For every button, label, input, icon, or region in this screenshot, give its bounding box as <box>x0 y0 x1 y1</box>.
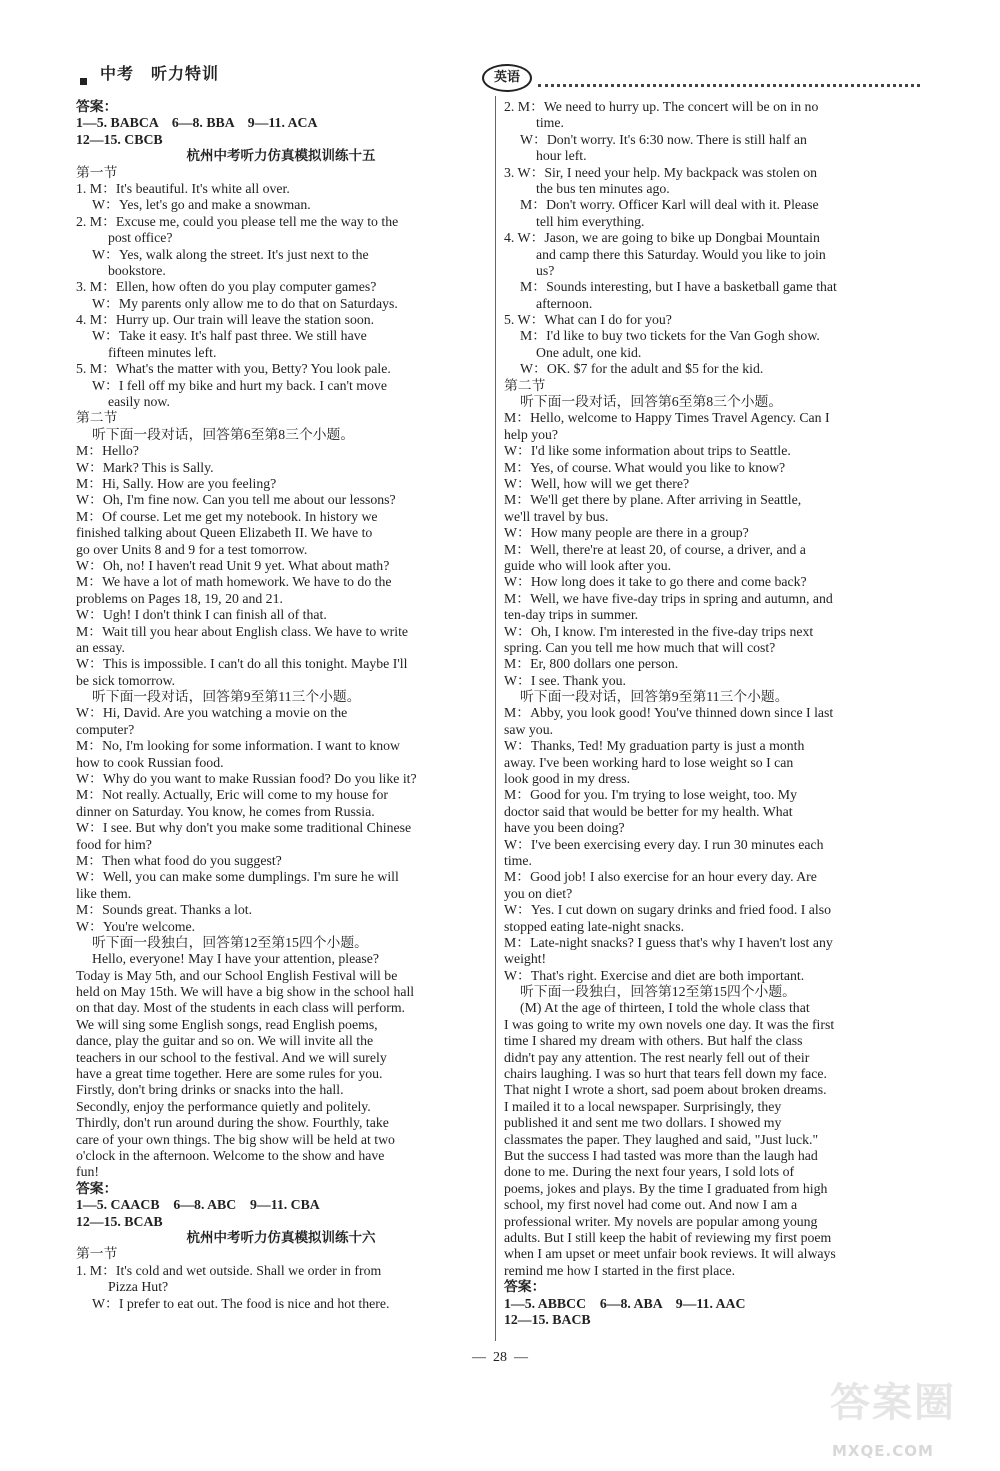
text-line: 第一节 <box>76 1246 118 1262</box>
bullet-square <box>80 78 87 85</box>
text-line: look good in my dress. <box>504 771 631 787</box>
text-line: saw you. <box>504 721 554 737</box>
text-line: W：Mark? This is Sally. <box>76 459 214 475</box>
text-line: ten-day trips in summer. <box>504 607 639 623</box>
text-line: teachers in our school to the festival. And we will surely <box>76 1049 387 1065</box>
text-line: W：You're welcome. <box>76 918 196 934</box>
text-line: W：Oh, I'm fine now. Can you tell me about our lessons? <box>76 492 396 508</box>
text-line: time I shared my dream with others. But half the class <box>504 1033 803 1049</box>
text-line: dinner on Saturday. You know, he comes from Russia. <box>76 803 375 819</box>
text-line: o'clock in the afternoon. Welcome to the show and have <box>76 1148 385 1163</box>
text-line: have you been doing? <box>504 820 625 836</box>
text-line: go over Units 8 and 9 for a test tomorrow. <box>76 541 308 557</box>
text-line: dance, play the guitar and so on. We will invite all the <box>76 1033 374 1049</box>
text-line: W：I'd like some information about trips to Seattle. <box>504 443 791 459</box>
text-line: bookstore. <box>108 262 166 278</box>
text-line: post office? <box>108 230 173 246</box>
text-line: W：Ugh! I don't think I can finish all of that. <box>76 607 327 623</box>
text-line: Pizza Hut? <box>108 1279 169 1295</box>
text-line: published it and sent me two dollars. I showed my <box>504 1115 782 1131</box>
text-line: time. <box>536 115 564 131</box>
text-line: school, my first novel had come out. And now I am a <box>504 1197 798 1213</box>
text-line: M：We'll get there by plane. After arriving in Seattle, <box>504 492 802 508</box>
text-line: M：Then what food do you suggest? <box>76 852 282 868</box>
text-line: 听下面一段独白，回答第12至第15四个小题。 <box>92 934 368 950</box>
header-title: 中考 听力特训 <box>100 64 220 83</box>
header-rule <box>538 84 920 87</box>
text-line: M：Well, we have five-day trips in spring and autumn, and <box>504 590 833 606</box>
text-line: M：Er, 800 dollars one person. <box>504 656 679 672</box>
text-line: poems, jokes and plays. By the time I graduated from high <box>504 1180 828 1196</box>
text-line: W：I prefer to eat out. The food is nice and hot there. <box>92 1295 390 1311</box>
text-line: W：Yes, walk along the street. It's just next to the <box>92 246 369 262</box>
text-line: 4. W：Jason, we are going to bike up Dongbai Mountain <box>504 230 820 246</box>
text-line: W：Yes, let's go and make a snowman. <box>92 197 311 213</box>
text-line: M：Good for you. I'm trying to lose weight, too. My <box>504 787 797 803</box>
text-line: us? <box>536 262 555 278</box>
text-line: Thirdly, don't run around during the show. Fourthly, take <box>76 1115 389 1131</box>
text-line: W：This is impossible. I can't do all this tonight. Maybe I'll <box>76 656 408 672</box>
text-line: 听下面一段对话，回答第9至第11三个小题。 <box>520 689 789 705</box>
text-line: 1. M：It's cold and wet outside. Shall we order in from <box>76 1262 382 1278</box>
text-line: W：Well, how will we get there? <box>504 475 690 491</box>
text-line: 4. M：Hurry up. Our train will leave the station soon. <box>76 312 375 328</box>
answer-line: 答案： <box>76 1180 118 1196</box>
text-line: But the success I had tasted was more than the laugh had <box>504 1148 818 1163</box>
text-line: doctor said that would be better for my health. What <box>504 803 793 819</box>
text-line: finished talking about Queen Elizabeth II. We have to <box>76 525 373 541</box>
text-line: when I am upset or meet unfair book reviews. It will always <box>504 1246 836 1262</box>
text-line: on that day. Most of the students in each class will perform. <box>76 1000 406 1016</box>
answer-line: 12—15. BACB <box>504 1311 591 1327</box>
text-line: M：Good job! I also exercise for an hour every day. Are <box>504 869 817 885</box>
text-line: W：Thanks, Ted! My graduation party is just a month <box>504 738 805 754</box>
text-line: (M) At the age of thirteen, I told the whole class that <box>520 1000 810 1016</box>
text-line: Hello, everyone! May I have your attention, please? <box>92 951 379 967</box>
text-line: guide who will look after you. <box>504 557 672 573</box>
page-footer <box>0 1350 1000 1366</box>
right-column <box>504 99 916 1328</box>
section-title: 杭州中考听力仿真模拟训练十六 <box>186 1229 376 1246</box>
text-line: W：OK. $7 for the adult and $5 for the kid. <box>520 361 764 377</box>
text-line: the bus ten minutes ago. <box>536 180 670 196</box>
answer-line: 答案： <box>76 99 118 114</box>
text-line: 5. W：What can I do for you? <box>504 312 672 328</box>
text-line: M：Wait till you hear about English class. We have to write <box>76 623 409 639</box>
answer-line: 12—15. CBCB <box>76 131 163 147</box>
text-line: we'll travel by bus. <box>504 508 609 524</box>
text-line: food for him? <box>76 836 152 852</box>
section-title: 杭州中考听力仿真模拟训练十五 <box>186 148 376 165</box>
text-line: computer? <box>76 721 135 737</box>
text-line: W：I see. Thank you. <box>504 672 626 688</box>
text-line: 3. M：Ellen, how often do you play computer games? <box>76 279 377 295</box>
watermark-site: MXQE.COM <box>832 1442 934 1460</box>
text-line: Today is May 5th, and our School English Festival will be <box>76 967 398 983</box>
text-line: M：Sounds interesting, but I have a basketball game that <box>520 279 837 295</box>
text-line: done to me. During the next four years, I sold lots of <box>504 1164 795 1180</box>
text-line: W：Don't worry. It's 6:30 now. There is still half an <box>520 131 807 147</box>
text-line: W：Yes. I cut down on sugary drinks and fried food. I also <box>504 902 831 918</box>
text-line: held on May 15th. We will have a big show in the school hall <box>76 984 415 1000</box>
text-line: W：Hi, David. Are you watching a movie on the <box>76 705 348 721</box>
text-line: remind me how I started in the first place. <box>504 1262 736 1278</box>
text-line: weight! <box>504 951 547 967</box>
text-line: One adult, one kid. <box>536 344 642 360</box>
footer-dash-right: — <box>507 1350 528 1365</box>
text-line: W：That's right. Exercise and diet are both important. <box>504 967 805 983</box>
text-line: an essay. <box>76 639 125 655</box>
text-line: you on diet? <box>504 885 573 901</box>
text-line: M：Sounds great. Thanks a lot. <box>76 902 253 918</box>
text-line: 听下面一段对话，回答第6至第8三个小题。 <box>520 394 783 410</box>
text-line: 第一节 <box>76 164 118 180</box>
text-line: W：How many people are there in a group? <box>504 525 749 541</box>
text-line: easily now. <box>108 394 170 410</box>
text-line: W：I've been exercising every day. I run 30 minutes each <box>504 836 824 852</box>
text-line: M：No, I'm looking for some information. I want to know <box>76 738 400 754</box>
text-line: W：Oh, no! I haven't read Unit 9 yet. What about math? <box>76 557 390 573</box>
text-line: 2. M：Excuse me, could you please tell me the way to the <box>76 213 399 229</box>
text-line: M：Hi, Sally. How are you feeling? <box>76 475 277 491</box>
text-line: M：Well, there're at least 20, of course, a driver, and a <box>504 541 806 557</box>
text-line: We will sing some English songs, read English poems, <box>76 1016 378 1032</box>
text-line: 第二节 <box>76 410 118 426</box>
text-line: W：My parents only allow me to do that on Saturdays. <box>92 295 398 311</box>
text-line: 1. M：It's beautiful. It's white all over. <box>76 180 290 196</box>
text-line: tell him everything. <box>536 213 645 229</box>
answer-line: 1—5. CAACB 6—8. ABC 9—11. CBA <box>76 1197 320 1213</box>
text-line: W：Why do you want to make Russian food? Do you like it? <box>76 771 417 787</box>
watermark <box>830 1380 980 1465</box>
page-number: 28 <box>493 1350 507 1365</box>
text-line: fun! <box>76 1164 99 1180</box>
text-line: M：Don't worry. Officer Karl will deal with it. Please <box>520 197 819 213</box>
text-line: classmates the paper. They laughed and said, "Just luck." <box>504 1131 819 1147</box>
text-line: be sick tomorrow. <box>76 672 176 688</box>
text-line: W：I see. But why don't you make some traditional Chinese <box>76 820 412 836</box>
subject-badge: 英语 <box>482 64 532 92</box>
text-line: M：I'd like to buy two tickets for the Van Gogh show. <box>520 328 820 344</box>
text-line: didn't pay any attention. The rest nearly fell out of their <box>504 1049 810 1065</box>
text-line: M：Hello, welcome to Happy Times Travel Agency. Can I <box>504 410 830 426</box>
text-line: W：How long does it take to go there and come back? <box>504 574 807 590</box>
text-line: like them. <box>76 885 132 901</box>
page-header <box>80 64 920 94</box>
text-line: Firstly, don't bring drinks or snacks into the hall. <box>76 1082 344 1098</box>
text-line: Secondly, enjoy the performance quietly and politely. <box>76 1098 371 1114</box>
text-line: professional writer. My novels are popular among young <box>504 1213 818 1229</box>
text-line: problems on Pages 18, 19, 20 and 21. <box>76 590 283 606</box>
text-line: and camp there this Saturday. Would you like to join <box>536 246 826 262</box>
answer-line: 1—5. BABCA 6—8. BBA 9—11. ACA <box>76 115 318 131</box>
text-line: I mailed it to a local newspaper. Surprisingly, they <box>504 1098 782 1114</box>
text-line: 听下面一段独白，回答第12至第15四个小题。 <box>520 984 796 1000</box>
text-line: I was going to write my own novels one day. It was the first <box>504 1016 835 1032</box>
text-line: W：Well, you can make some dumplings. I'm sure he will <box>76 869 399 885</box>
text-line: M：Late-night snacks? I guess that's why I haven't lost any <box>504 934 833 950</box>
text-line: W：Oh, I know. I'm interested in the five-day trips next <box>504 623 814 639</box>
text-line: 第二节 <box>504 377 546 393</box>
text-line: 听下面一段对话，回答第6至第8三个小题。 <box>92 426 355 442</box>
text-line: W：Take it easy. It's half past three. We still have <box>92 328 367 344</box>
text-line: fifteen minutes left. <box>108 344 217 360</box>
answer-line: 12—15. BCAB <box>76 1213 163 1229</box>
text-line: 听下面一段对话，回答第9至第11三个小题。 <box>92 689 361 705</box>
text-line: away. I've been working hard to lose weight so I can <box>504 754 794 770</box>
text-line: That night I wrote a short, sad poem about broken dreams. <box>504 1082 827 1098</box>
text-line: stopped eating late-night snacks. <box>504 918 685 934</box>
footer-dash-left: — <box>472 1350 493 1365</box>
text-line: help you? <box>504 426 559 442</box>
text-line: spring. Can you tell me how much that will cost? <box>504 639 776 655</box>
text-line: how to cook Russian food. <box>76 754 224 770</box>
text-line: M：Yes, of course. What would you like to know? <box>504 459 786 475</box>
text-line: have a great time together. Here are some rules for you. <box>76 1066 383 1082</box>
text-line: M：Hello? <box>76 443 139 459</box>
text-line: W：I fell off my bike and hurt my back. I can't move <box>92 377 387 393</box>
left-column <box>76 99 486 1312</box>
text-line: M：Not really. Actually, Eric will come to my house for <box>76 787 389 803</box>
text-line: M：We have a lot of math homework. We have to do the <box>76 574 392 590</box>
answer-line: 答案： <box>504 1279 546 1295</box>
text-line: adults. But I still keep the habit of reviewing my first poem <box>504 1229 832 1245</box>
text-line: 2. M：We need to hurry up. The concert will be on in no <box>504 99 819 114</box>
text-line: chairs laughing. I was so hurt that tears fell down my face. <box>504 1066 827 1082</box>
column-divider <box>495 96 496 1341</box>
watermark-logo: 答案圈 <box>830 1380 956 1426</box>
text-line: M：Of course. Let me get my notebook. In history we <box>76 508 378 524</box>
text-line: M：Abby, you look good! You've thinned down since I last <box>504 705 834 721</box>
text-line: time. <box>504 852 532 868</box>
text-line: care of your own things. The big show will be held at two <box>76 1131 395 1147</box>
text-line: 3. W：Sir, I need your help. My backpack was stolen on <box>504 164 818 180</box>
answer-line: 1—5. ABBCC 6—8. ABA 9—11. AAC <box>504 1295 746 1311</box>
text-line: hour left. <box>536 148 587 164</box>
text-line: afternoon. <box>536 295 593 311</box>
text-line: 5. M：What's the matter with you, Betty? You look pale. <box>76 361 391 377</box>
